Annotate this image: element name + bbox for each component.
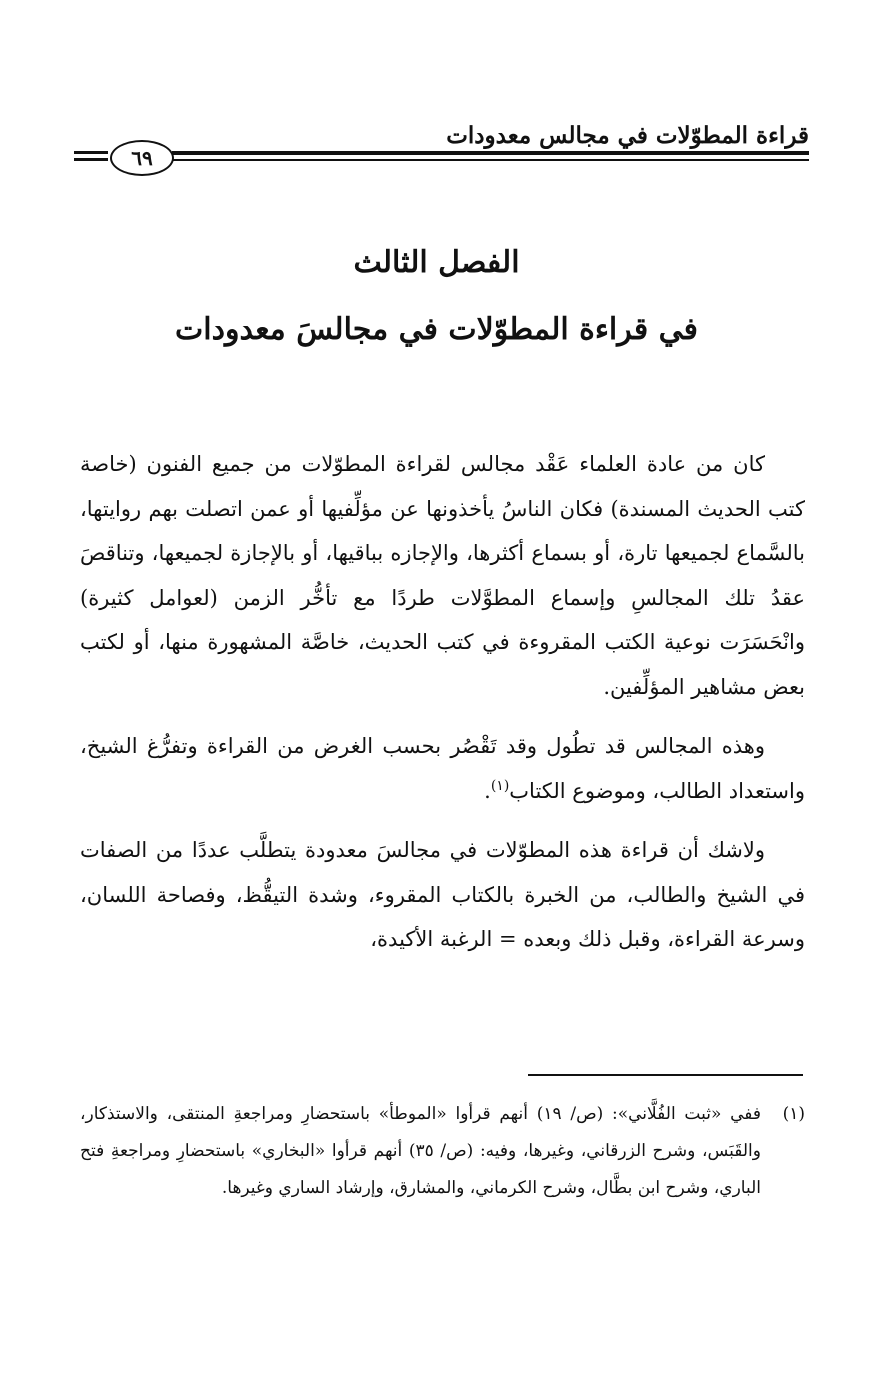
footnote-separator <box>528 1074 803 1076</box>
footnote-number: (١) <box>782 1104 805 1124</box>
page-number: ٦٩ <box>110 140 174 176</box>
footnotes <box>80 1096 805 1207</box>
header-rule <box>172 159 809 161</box>
paragraph <box>80 724 805 813</box>
header-rule <box>74 158 108 161</box>
chapter-title: في قراءة المطوّلات في مجالسَ معدودات <box>175 312 698 347</box>
footnote-reference: (١) <box>490 777 510 794</box>
paragraph-text: وهذه المجالس قد تطُول وقد تَقْصُر بحسب الغرض من القراءة وتفرُّغ الشيخ، واستعداد الطالب، وموضوع الكتاب <box>80 734 805 803</box>
footnote <box>80 1096 805 1207</box>
chapter-label: الفصل الثالث <box>353 245 520 280</box>
paragraph: كان من عادة العلماء عَقْد مجالس لقراءة المطوّلات من جميع الفنون (خاصة كتب الحديث المسندة) فكان الناسُ يأخذونها عن مؤلِّفيها أو عمن اتصلت بهم روايتها، بالسَّماع لجميعها تارة، أو بسماع أكثرها، والإجازه بباقيها، أو بالإجازة لجميعها، وتناقصَ عقدُ تلك المجالسِ وإسماع المطوَّلات طردًا مع تأخُّر الزمن (لعوامل كثيرة) وانْحَسَرَت نوعية الكتب المقروءة في كتب الحديث، خاصَّة المشهورة منها، أو لكتب بعض مشاهير المؤلِّفين. <box>80 452 805 699</box>
footnote-text: ففي «ثبت الفُلَّاني»: (ص/ ١٩) أنهم قرأوا «الموطأ» باستحضارِ ومراجعةِ المنتقى، والاستذكار، والقَبَس، وشرح الزرقاني، وغيرها، وفيه: (ص/ ٣٥) أنهم قرأوا «البخاري» باستحضارِ ومراجعةِ فتح الباري، وشرح ابن بطَّال، وشرح الكرماني، والمشارق، وإرشاد الساري وغيرها. <box>80 1104 761 1198</box>
header-rule <box>172 151 809 155</box>
paragraph-end: . <box>484 778 491 803</box>
running-header <box>74 118 809 178</box>
body-text <box>80 442 805 977</box>
header-rule <box>74 151 108 154</box>
paragraph: ولاشك أن قراءة هذه المطوّلات في مجالسَ معدودة يتطلَّب عددًا من الصفات في الشيخ والطالب، من الخبرة بالكتاب المقروء، وشدة التيقُّظ، وفصاحة اللسان، وسرعة القراءة، وقبل ذلك وبعده = الرغبة الأكيدة، <box>80 838 805 951</box>
running-title: قراءة المطوّلات في مجالس معدودات <box>446 122 809 149</box>
